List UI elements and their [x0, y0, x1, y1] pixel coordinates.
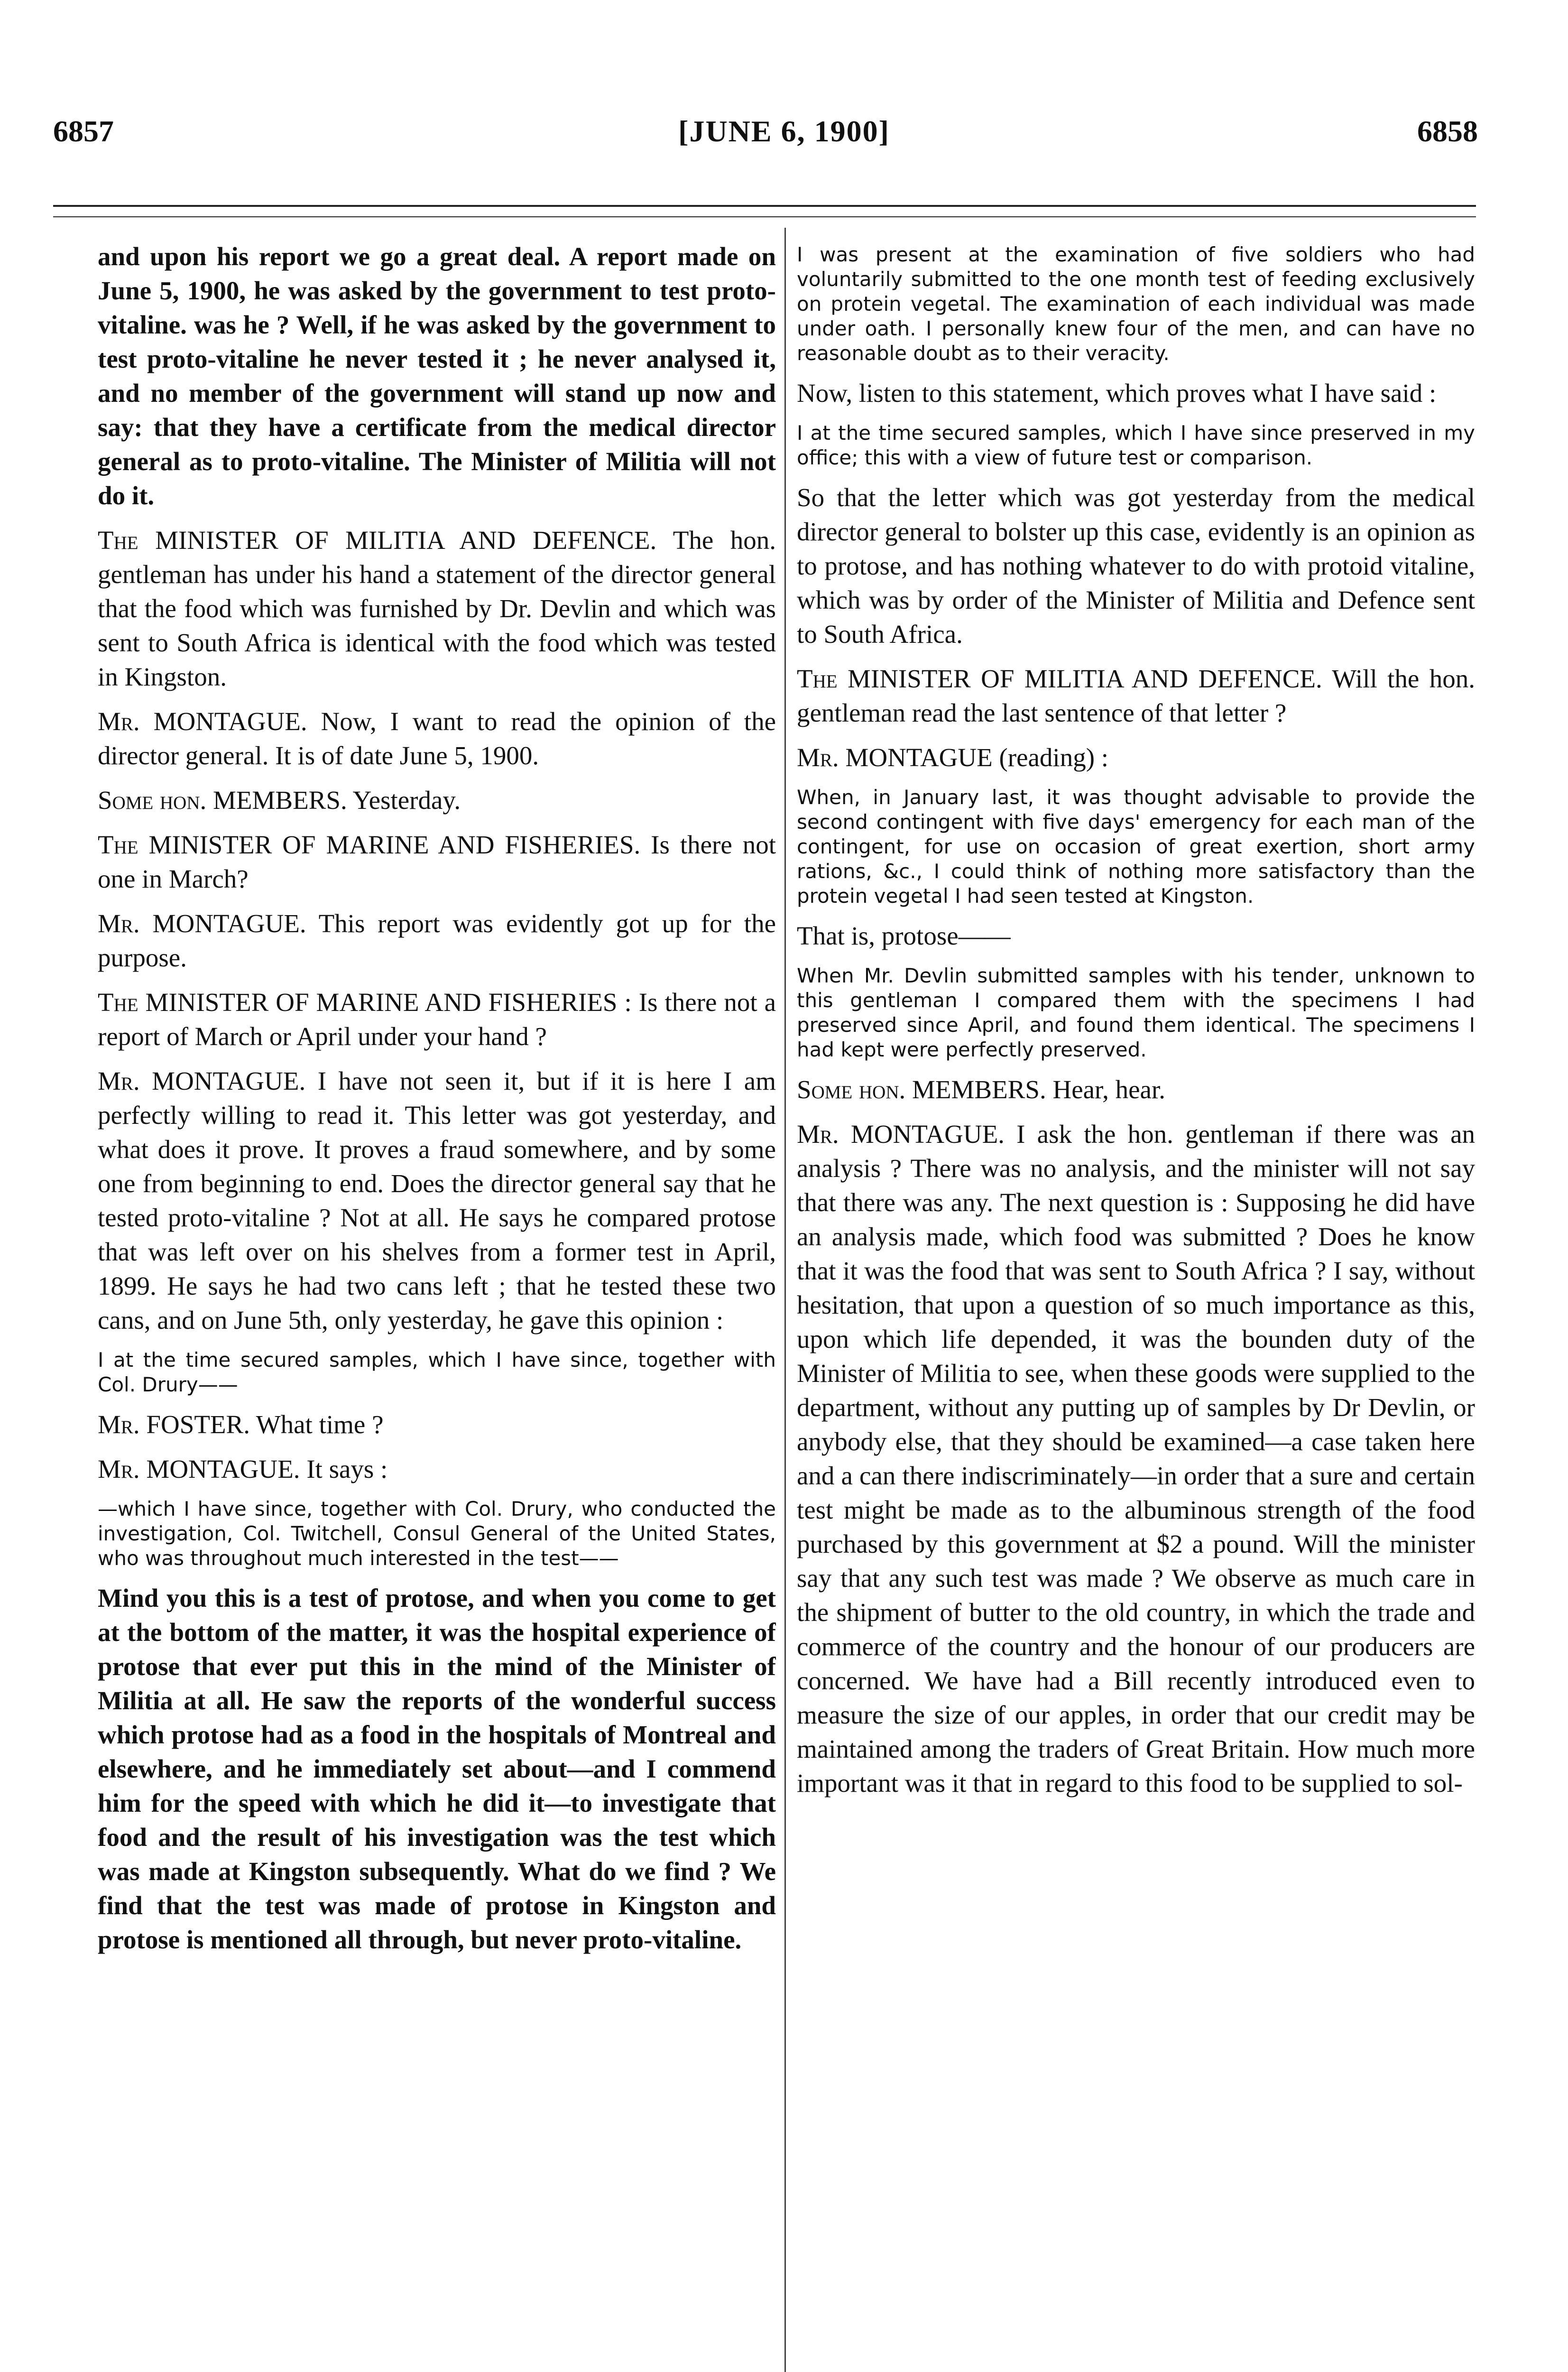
speech-paragraph — [98, 1452, 776, 1486]
quotation: —which I have since, together with Col. Drury, who conducted the investigation, Col. Twitchell, Consul General of the United States, who was throughout much interested in the test—— — [98, 1497, 776, 1570]
speaker-name: Mr. MONTAGUE. — [98, 909, 306, 938]
paragraph: That is, protose—— — [797, 921, 1011, 950]
column-divider — [784, 228, 786, 2372]
page-number-right: 6858 — [1417, 114, 1478, 148]
speaker-name: Mr. MONTAGUE. — [98, 1066, 306, 1095]
speaker-name: Mr. MONTAGUE — [797, 743, 993, 772]
paragraph: Mind you this is a test of protose, and when you come to get at the bottom of the matter, it was the hospital experience of protose that ever put this in the mind of the Minister of Militia at all. He saw the reports of the wonderful success which protose had as a food in the hospitals of Montreal and elsewhere, and he immediately set about—and I commend him for the speed with which he did it—to investigate that food and the result of his investigation was the test which was made at Kingston subsequently. What do we find ? We find that the test was made of protose in Kingston and protose is mentioned all through, but never proto-vitaline. — [98, 1584, 776, 1954]
speech-paragraph — [98, 985, 776, 1054]
speech-paragraph — [98, 1408, 776, 1442]
speech-text: Is there not a report of March or April under your hand ? — [98, 988, 776, 1051]
speech-paragraph — [98, 907, 776, 975]
header-rule-thin — [53, 216, 1476, 217]
right-column — [797, 240, 1475, 2372]
speaker-name: The MINISTER OF MARINE AND FISHERIES : — [98, 988, 632, 1017]
quotation: When Mr. Devlin submitted samples with his tender, unknown to this gentleman I compared them with the specimens I had preserved since April, and found them identical. The specimens I had kept were perfectly preserved. — [797, 964, 1475, 1061]
speech-paragraph — [98, 783, 776, 817]
speaker-name: Mr. MONTAGUE. — [98, 707, 307, 736]
speech-text: I have not seen it, but if it is here I am perfectly willing to read it. This letter was got yesterday, and what does it prove. It proves a fraud somewhere, and by some one from beginning to end. Does the director general say that he tested proto-vitaline ? Not at all. He says he compared protose that was left over on his shelves from a former test in April, 1899. He says he had two cans left ; that he tested these two cans, and on June 5th, only yesterday, he gave this opinion : — [98, 1066, 776, 1334]
speaker-name: Mr. MONTAGUE. — [98, 1455, 300, 1483]
header-rule-thick — [53, 205, 1476, 207]
speech-paragraph — [98, 704, 776, 773]
paragraph: So that the letter which was got yesterday from the medical director general to bolster up this case, evidently is an opinion as to protose, and has nothing whatever to do with protoid vitaline, which was by order of the Minister of Militia and Defence sent to South Africa. — [797, 483, 1475, 649]
speech-text: Is there not one in March? — [98, 830, 776, 893]
page-header — [0, 114, 1568, 171]
speech-paragraph — [797, 1117, 1475, 1800]
speech-text: This report was evidently got up for the purpose. — [98, 909, 776, 972]
quotation: I at the time secured samples, which I have since preserved in my office; this with a view of future test or comparison. — [797, 421, 1475, 469]
speaker-name: The MINISTER OF MARINE AND FISHERIES. — [98, 830, 641, 859]
speech-text: Now, I want to read the opinion of the director general. It is of date June 5, 1900. — [98, 707, 776, 770]
quotation: I at the time secured samples, which I have since, together with Col. Drury—— — [98, 1348, 776, 1396]
speaker-name: The MINISTER OF MILITIA AND DEFENCE. — [98, 526, 657, 555]
quotation: I was present at the examination of five soldiers who had voluntarily submitted to the one month test of feeding exclusively on protein vegetal. The examination of each individual was made under oath. I personally knew four of the men, and can have no reasonable doubt as to their veracity. — [797, 243, 1475, 365]
speech-text: What time ? — [256, 1410, 384, 1439]
paragraph: and upon his report we go a great deal. A report made on June 5, 1900, he was asked by the government to test proto-vitaline. was he ? Well, if he was asked by the government to test proto-vitaline he never tested it ; he never analysed it, and no member of the government will stand up now and say: that they have a certificate from the medical director general as to proto-vitaline. The Minister of Militia will not do it. — [98, 242, 776, 510]
left-column — [98, 240, 776, 2372]
speaker-name: Mr. FOSTER. — [98, 1410, 250, 1439]
speech-paragraph — [98, 523, 776, 694]
speech-text: I ask the hon. gentleman if there was an analysis ? There was no analysis, and the minister will not say that there was any. The next question is : Supposing he did have an analysis made, which food was submitted ? Does he know that it was the food that was sent to South Africa ? I say, without hesitation, that upon a question of so much importance as this, upon which life depended, it was the bounden duty of the Minister of Militia to see, when these goods were supplied to the department, without any putting up of samples by Dr Devlin, or anybody else, that they should be examined—a case taken here and a can there indiscriminately—in order that a sure and certain test might be made as to the albuminous strength of the food purchased by this government at $2 a pound. Will the minister say that any such test was made ? We observe as much care in the shipment of butter to the old country, in which the trade and commerce of the country and the honour of our producers are concerned. We have had a Bill recently introduced even to measure the size of our apples, in order that our credit may be maintained among the traders of Great Britain. How much more important was it that in regard to this food to be supplied to sol- — [797, 1120, 1475, 1798]
speech-text: Hear, hear. — [1052, 1075, 1165, 1104]
speech-paragraph — [98, 828, 776, 896]
speech-text: The hon. gentleman has under his hand a statement of the director general that the food which was furnished by Dr. Devlin and which was sent to South Africa is identical with the food which was tested in Kingston. — [98, 526, 776, 691]
paragraph: Now, listen to this statement, which proves what I have said : — [797, 379, 1437, 408]
speech-paragraph — [797, 662, 1475, 730]
speaker-name: Some hon. MEMBERS. — [797, 1075, 1046, 1104]
speech-paragraph — [797, 741, 1475, 775]
page-date: [JUNE 6, 1900] — [678, 114, 890, 148]
speech-paragraph — [797, 1073, 1475, 1107]
page-number-left: 6857 — [53, 114, 114, 148]
speech-text: Will the hon. gentleman read the last sentence of that letter ? — [797, 664, 1475, 727]
speech-text: (reading) : — [999, 743, 1109, 772]
speaker-name: The MINISTER OF MILITIA AND DEFENCE. — [797, 664, 1322, 693]
speech-text: It says : — [306, 1455, 388, 1483]
speech-paragraph — [98, 1064, 776, 1337]
speaker-name: Some hon. MEMBERS. — [98, 786, 347, 815]
speaker-name: Mr. MONTAGUE. — [797, 1120, 1005, 1149]
quotation: When, in January last, it was thought advisable to provide the second contingent with five days' emergency for each man of the contingent, for use on occasion of great exertion, short army rations, &c., I could think of nothing more satisfactory than the protein vegetal I had seen tested at Kingston. — [797, 786, 1475, 908]
speech-text: Yesterday. — [352, 786, 461, 815]
